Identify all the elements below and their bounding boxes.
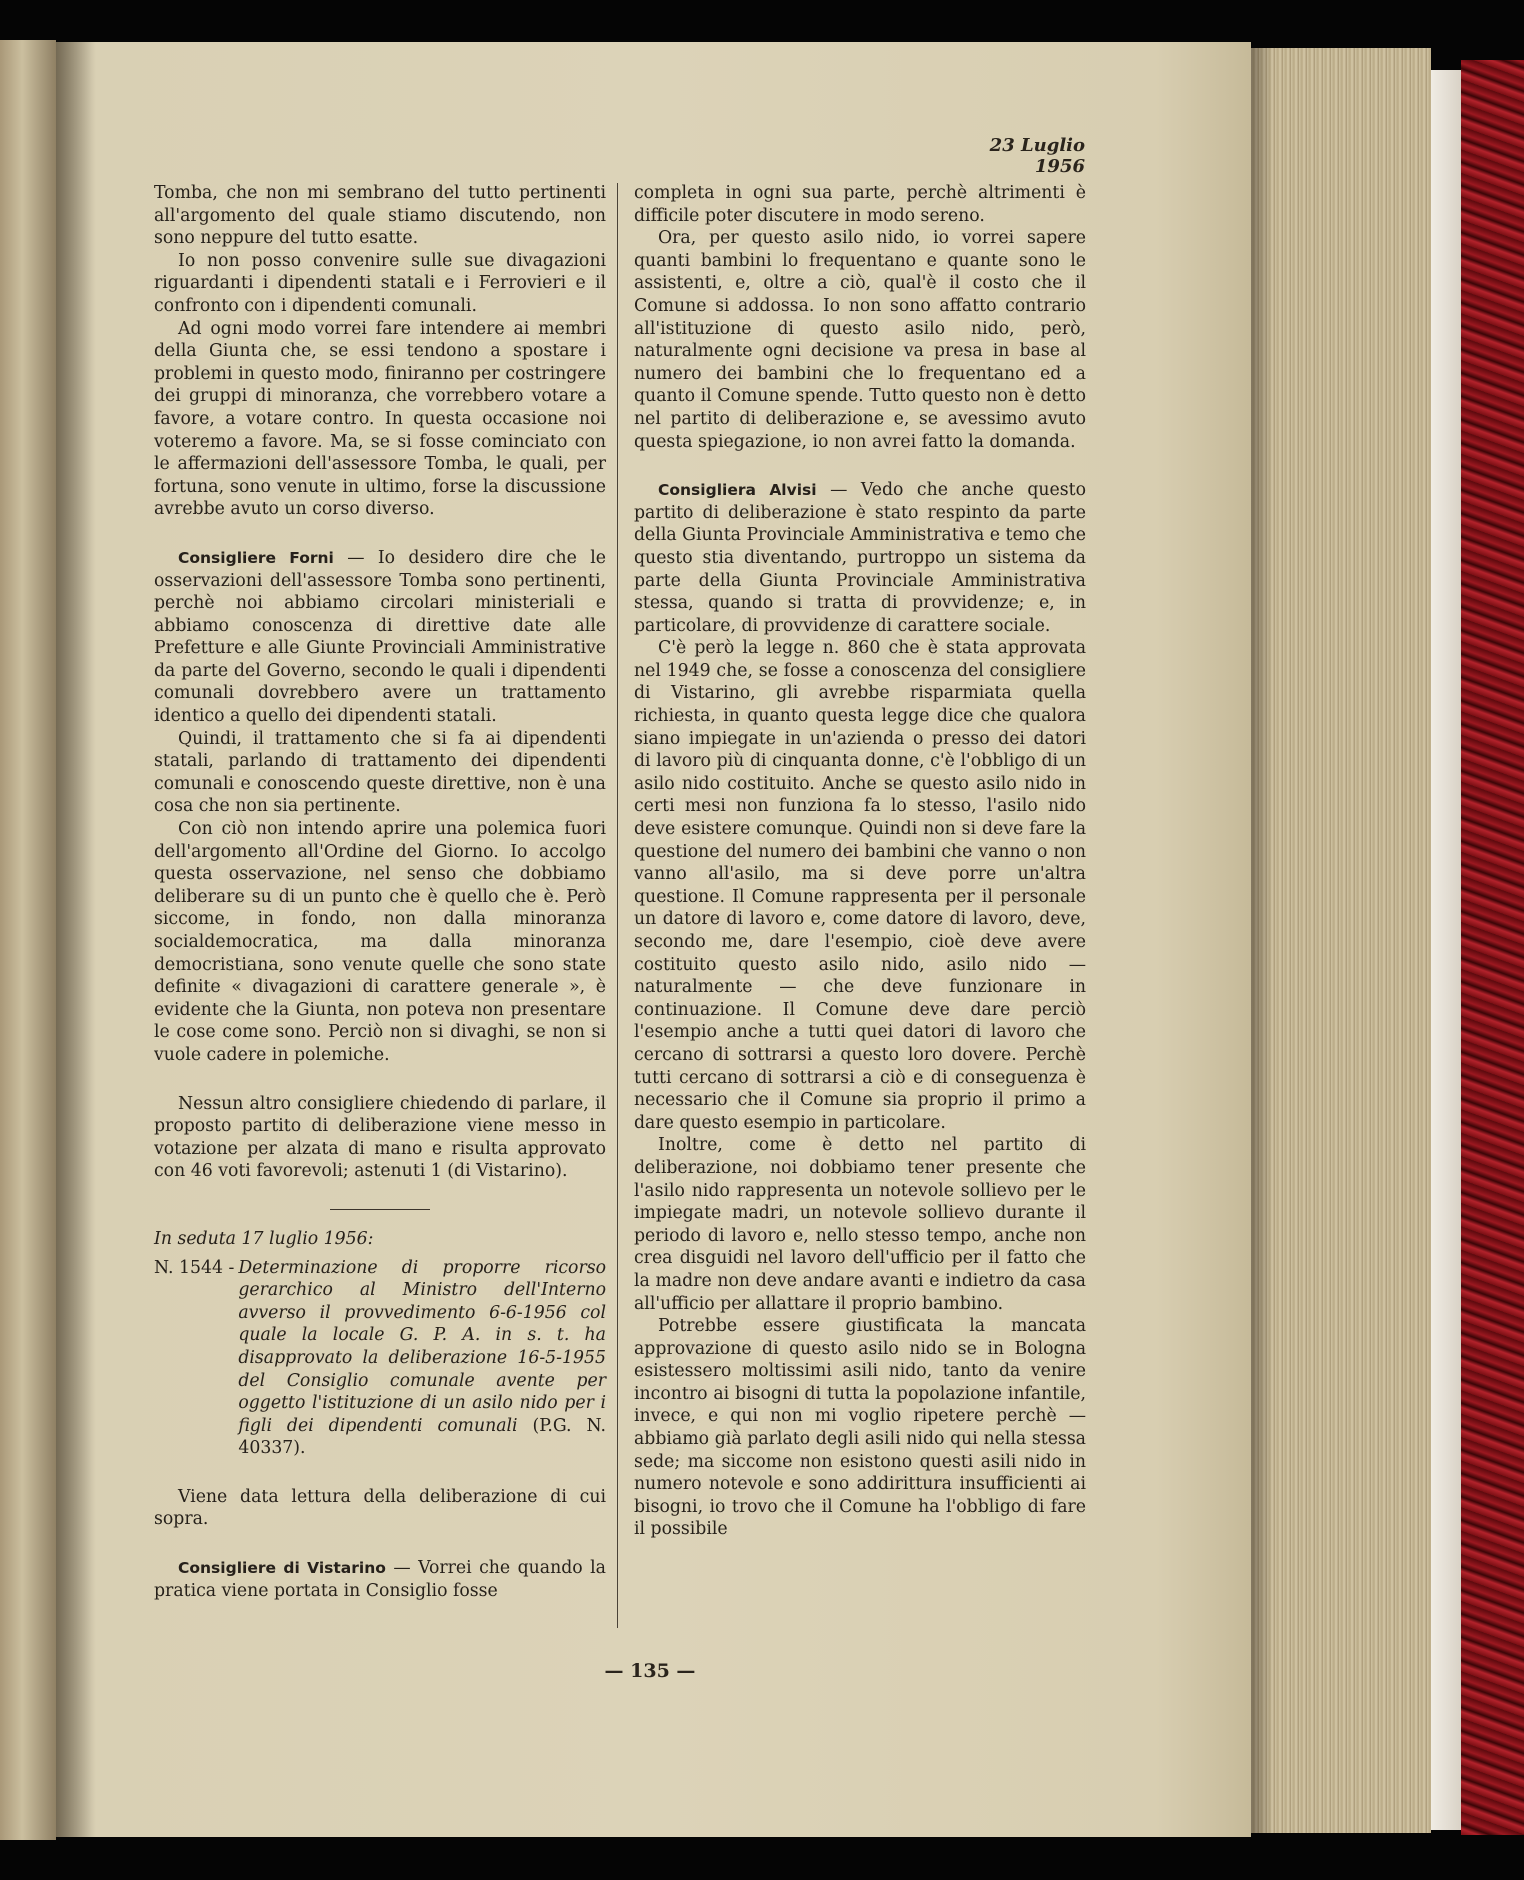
speaker-name: Consigliere di Vistarino — [178, 1559, 386, 1578]
speaker-name: Consigliera Alvisi — [658, 481, 817, 500]
paragraph: Viene data lettura della deliberazione di cui sopra. — [154, 1486, 606, 1530]
speaker-name: Consigliere Forni — [178, 548, 334, 567]
page-block-shadow — [1251, 48, 1273, 1833]
page-block-edge — [1251, 48, 1431, 1833]
gutter-shadow — [56, 42, 96, 1837]
paragraph: Con ciò non intendo aprire una polemica fuori dell'argomento all'Ordine del Giorno. Io accolgo questa osservazione, nel senso che dobbiamo deliberare su di un punto che è quello che è. Però siccome, in fondo, non dalla minoranza socialdemocratica, ma dalla minoranza democristiana, sono venute quelle che sono state definite « divagazioni di carattere generale », è evidente che la Giunta, non poteva non presentare le cose come sono. Perciò non si divaghi, se non si vuole cadere in polemiche. — [154, 819, 606, 1065]
paragraph: Quindi, il trattamento che si fa ai dipendenti statali, parlando di trattamento dei dipendenti comunali e conoscendo queste direttive, non è una cosa che non sia pertinente. — [154, 728, 606, 817]
paragraph: Tomba, che non mi sembrano del tutto pertinenti all'argomento del quale stiamo discutendo, non sono neppure del tutto esatte. — [154, 183, 606, 249]
paragraph: Inoltre, come è detto nel partito di deliberazione, noi dobbiamo tener presente che l'asilo nido rappresenta un notevole sollievo per le impiegate madri, un notevole sollievo durante il periodo di lavoro e, nello stesso tempo, anche non crea disguidi nel lavoro dell'ufficio per il fatto che la madre non deve andare avanti e indietro da casa all'ufficio per allattare il proprio bambino. — [634, 1135, 1086, 1314]
paragraph: Ad ogni modo vorrei fare intendere ai membri della Giunta che, se essi tendono a spostare i problemi in questo modo, finiranno per costringere dei gruppi di minoranza, che vorrebbero votare a favore, a votare contro. In questa occasione noi voteremo a favore. Ma, se si fosse cominciato con le affermazioni dell'assessore Tomba, le quali, per fortuna, sono venute in ultimo, forse la discussione avrebbe avuto un corso diverso. — [154, 318, 606, 520]
paragraph: C'è però la legge n. 860 che è stata approvata nel 1949 che, se fosse a conoscenza del consigliere di Vistarino, gli avrebbe risparmiata quella richiesta, in quanto questa legge dice che qualora siano impiegate in un'azienda o presso dei datori di lavoro più di cinquanta donne, c'è l'obbligo di un asilo nido costituito. Anche se questo asilo nido in certi mesi non funziona fa lo stesso, l'asilo nido deve esistere comunque. Quindi non si deve fare la questione del numero dei bambini che vanno o non vanno all'asilo, ma si deve porre un'altra questione. Il Comune rappresenta per il personale un datore di lavoro e, come datore di lavoro, deve, secondo me, dare l'esempio, cioè deve avere costituito questo asilo nido, asilo nido — naturalmente — che deve funzionare in continuazione. Il Comune deve dare perciò l'esempio anche a tutti quei datori di lavoro che cercano di sottrarsi a questo loro dovere. Perchè tutti cercano di sottrarsi a ciò e di conseguenza è necessario che il Comune sia proprio il primo a dare questo esempio in particolare. — [634, 638, 1086, 1133]
speech-text: — Io desidero dire che le osservazioni dell'assessore Tomba sono pertinenti, perchè noi abbiamo circolari ministeriali e abbiamo conoscenza di direttive date alle Prefetture e alle Giunte Provinciali Amministrative da parte del Governo, secondo le quali i dipendenti comunali dovrebbero avere un trattamento identico a quello dei dipendenti statali. — [154, 547, 607, 727]
page-number: — 135 — — [604, 1660, 696, 1682]
section-divider — [330, 1209, 430, 1210]
running-header-date: 23 Luglio 1956 — [989, 135, 1085, 177]
speech-text: — Vorrei che quando la pratica viene portata in Consiglio fosse — [154, 1558, 606, 1601]
vote-result: Nessun altro consigliere chiedendo di parlare, il proposto partito di deliberazione viene messo in votazione per alzata di mano e risulta approvato con 46 voti favorevoli; astenuti 1 (di Vistarino). — [154, 1093, 606, 1182]
speech-alvisi — [634, 479, 1086, 637]
paragraph: Potrebbe essere giustificata la mancata approvazione di questo asilo nido se in Bologna esistessero moltissimi asili nido, tanto da venire incontro ai bisogni di tutta la popolazione infantile, invece, e qui non mi voglio ripetere perchè — abbiamo già parlato degli asili nido qui nella stessa sede; ma siccome non esistono questi asili nido in numero notevole e sono addirittura insufficienti ai bisogni, io trovo che il Comune ha l'obbligo di fare il possibile — [634, 1316, 1086, 1540]
speech-vistarino — [154, 1557, 606, 1602]
book-spine — [1461, 60, 1524, 1835]
column-divider — [617, 183, 618, 1628]
speech-text: — Vedo che anche questo partito di deliberazione è stato respinto da parte della Giunta Provinciale Amministrativa e temo che questo stia diventando, purtroppo un sistema da parte della Giunta Provinciale Amministrativa stessa, quando si tratta di provvidenze; e, in particolare, di provvidenze di carattere sociale. — [634, 480, 1086, 636]
item-number: N. 1544 - — [154, 1257, 235, 1278]
item-reference: (P.G. N. 40337). — [238, 1415, 606, 1459]
session-heading: In seduta 17 luglio 1956: — [154, 1228, 374, 1249]
right-column — [634, 182, 1086, 1541]
book-cover-edge — [1431, 70, 1461, 1830]
paragraph: Io non posso convenire sulle sue divagazioni riguardanti i dipendenti statali e i Ferrovieri e il confronto con i dipendenti comunali. — [154, 250, 606, 316]
agenda-item — [154, 1257, 606, 1460]
speech-forni — [154, 547, 606, 728]
left-page-edge — [0, 40, 56, 1840]
item-description — [238, 1257, 606, 1460]
paragraph: completa in ogni sua parte, perchè altrimenti è difficile poter discutere in modo sereno. — [634, 183, 1086, 226]
left-column — [154, 182, 606, 1602]
item-title: Determinazione di proporre ricorso gerarchico al Ministro dell'Interno avverso il provvedimento 6-6-1956 col quale la locale G. P. A. in s. t. ha disapprovato la deliberazione 16-5-1955 del Consiglio comunale avente per oggetto l'istituzione di un asilo nido per i figli dei dipendenti comunali — [238, 1257, 606, 1436]
paragraph: Ora, per questo asilo nido, io vorrei sapere quanti bambini lo frequentano e quante sono le assistenti, e, oltre a ciò, qual'è il costo che il Comune si addossa. Io non sono affatto contrario all'istituzione di questo asilo nido, però, naturalmente ogni decisione va presa in base al numero dei bambini che lo frequentano ed a quanto il Comune spende. Tutto questo non è detto nel partito di deliberazione e, se avessimo avuto questa spiegazione, io non avrei fatto la domanda. — [634, 228, 1086, 452]
